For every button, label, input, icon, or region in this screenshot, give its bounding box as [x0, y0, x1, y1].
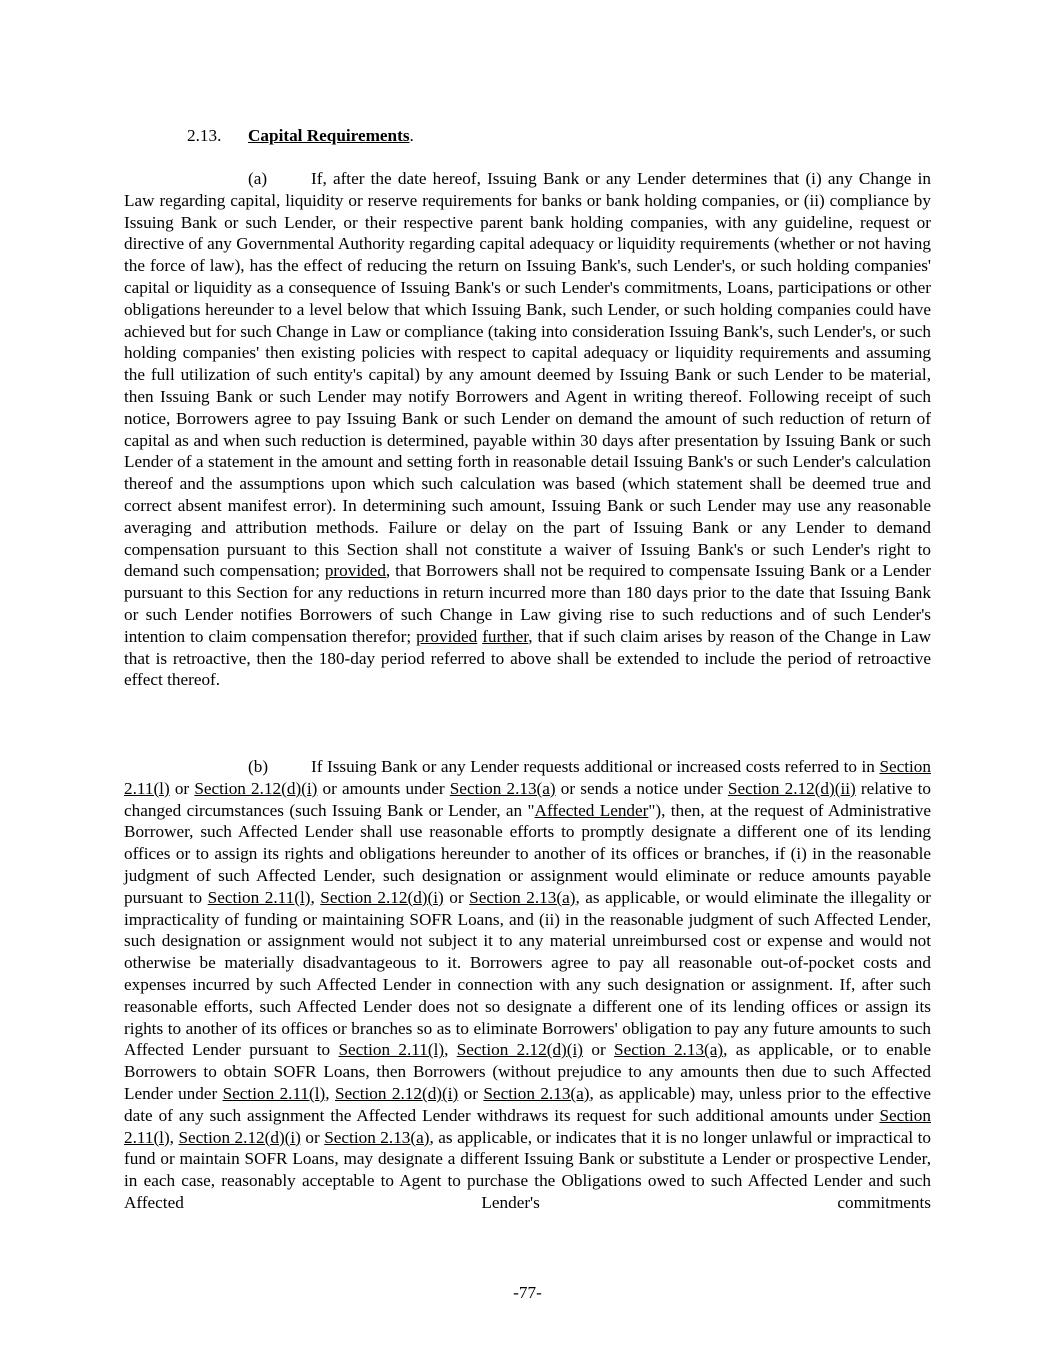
section-reference: Section 2.13(a)	[324, 1127, 430, 1147]
section-heading	[187, 126, 414, 146]
section-reference: Section 2.12(d)(i)	[178, 1127, 301, 1147]
section-reference: Section 2.11(l)	[124, 1105, 931, 1147]
defined-term-affected-lender: Affected Lender	[534, 800, 649, 820]
paragraph-b-text: ,	[325, 1083, 335, 1103]
paragraph-b-text: , as applicable) may, unless prior to the effective date of any such assignment the Affected Lender withdraws its request for such additional amounts under	[124, 1083, 931, 1125]
paragraph-b-text: ,	[169, 1127, 179, 1147]
paragraph-a-label: (a)	[248, 169, 268, 188]
section-reference: Section 2.11(l)	[207, 887, 311, 907]
section-number: 2.13.	[187, 126, 222, 145]
section-reference: Section 2.11(l)	[222, 1083, 326, 1103]
further-term: further	[482, 626, 529, 646]
section-reference: Section 2.12(d)(i)	[194, 778, 318, 798]
section-reference: Section 2.13(a)	[483, 1083, 590, 1103]
document-page	[124, 0, 931, 1365]
section-reference: Section 2.12(d)(ii)	[727, 778, 856, 798]
paragraph-b-text: or	[458, 1083, 484, 1103]
section-reference: Section 2.13(a)	[469, 887, 576, 907]
provided-term: provided	[324, 561, 386, 581]
section-reference: Section 2.13(a)	[614, 1040, 724, 1060]
section-reference: Section 2.13(a)	[449, 778, 556, 798]
paragraph-b-text: or	[300, 1127, 325, 1147]
paragraph-a-text-4: , that if such claim arises by reason of the Change in Law that is retroactive, then the 180-day period referred to above shall be extended to include the period of retroactive effect thereof.	[124, 626, 932, 690]
paragraph-b-text: or	[583, 1040, 615, 1060]
section-reference: Section 2.12(d)(i)	[320, 887, 444, 907]
paragraph-b-text: , as applicable, or indicates that it is no longer unlawful or impractical to fund or maintain SOFR Loans, may designate a different Issuing Bank or substitute a Lender or prospective Lender, in each case, reasonably acceptable to Agent to purchase the Obligations owed to such Affected Lender and such Affected Lender's commitments	[124, 1127, 931, 1212]
paragraph-b-text: , as applicable, or would eliminate the illegality or impracticality of funding or maintaining SOFR Loans, and (ii) in the reasonable judgment of such Affected Lender, such designation or assignment would not subject it to any material unreimbursed cost or expense and would not otherwise be materially disadvantageous to it. Borrowers agree to pay all reasonable out-of-pocket costs and expenses incurred by such Affected Lender in connection with any such designation or assignment. If, after such reasonable efforts, such Affected Lender does not so designate a different one of its lending offices or assign its rights to another of its offices or branches so as to eliminate Borrowers' obligation to pay any future amounts to such Affected Lender pursuant to	[124, 887, 932, 1060]
section-title: Capital Requirements	[248, 126, 410, 145]
paragraph-b-text: or amounts under	[317, 778, 450, 798]
paragraph-b-text: relative to changed circumstances (such Issuing Bank or Lender, an "	[124, 778, 931, 820]
paragraph-b-label: (b)	[248, 757, 269, 776]
paragraph-b-text: ,	[310, 887, 321, 907]
paragraph-b-text: If Issuing Bank or any Lender requests additional or increased costs referred to in	[311, 757, 880, 776]
section-title-period: .	[409, 126, 414, 145]
paragraph-a-text-2: , that Borrowers shall not be required to compensate Issuing Bank or a Lender pursuant to this Section for any reductions in return incurred more than 180 days prior to the date that Issuing Bank or such Lender notifies Borrowers of such Change in Law giving rise to such reductions and of such Lender's intention to claim compensation therefor;	[124, 561, 932, 646]
paragraph-b-text: "), then, at the request of Administrative Borrower, such Affected Lender shall use reasonable efforts to promptly designate a different one of its lending offices or to assign its rights and obligations hereunder to another of its offices or branches, if (i) in the reasonable judgment of such Affected Lender, such designation or assignment would eliminate or reduce amounts payable pursuant to	[124, 800, 931, 907]
paragraph-b-text: or	[443, 887, 470, 907]
paragraph-b-text: or	[169, 778, 195, 798]
section-reference: Section 2.11(l)	[338, 1040, 445, 1060]
page-number: -77-	[513, 1283, 542, 1302]
paragraph-b	[124, 756, 931, 1214]
paragraph-a	[124, 168, 931, 691]
section-reference: Section 2.11(l)	[124, 757, 931, 798]
section-reference: Section 2.12(d)(i)	[456, 1040, 583, 1060]
paragraph-b-text: , as applicable, or to enable Borrowers to obtain SOFR Loans, then Borrowers (without prejudice to any amounts then due to such Affected Lender under	[124, 1040, 931, 1103]
paragraph-b-text: ,	[444, 1040, 457, 1060]
paragraph-b-text: or sends a notice under	[555, 778, 728, 798]
paragraph-a-text-1: If, after the date hereof, Issuing Bank or any Lender determines that (i) any Change in Law regarding capital, liquidity or reserve requirements for banks or bank holding companies, or (ii) compliance by Issuing Bank or such Lender, or their respective parent bank holding companies, with any guideline, request or directive of any Governmental Authority regarding capital adequacy or liquidity requirements (whether or not having the force of law), has the effect of reducing the return on Issuing Bank's, such Lender's, or such holding companies' capital or liquidity as a consequence of Issuing Bank's or such Lender's commitments, Loans, participations or other obligations hereunder to a level below that which Issuing Bank, such Lender, or such holding companies could have achieved but for such Change in Law or compliance (taking into consideration Issuing Bank's, such Lender's, or such holding companies' then existing policies with respect to capital adequacy or liquidity requirements and assuming the full utilization of such entity's capital) by any amount deemed by Issuing Bank or such Lender to be material, then Issuing Bank or such Lender may notify Borrowers and Agent in writing thereof. Following receipt of such notice, Borrowers agree to pay Issuing Bank or such Lender on demand the amount of such reduction of return of capital as and when such reduction is determined, payable within 30 days after presentation by Issuing Bank or such Lender of a statement in the amount and setting forth in reasonable detail Issuing Bank's or such Lender's calculation thereof and the assumptions upon which such calculation was based (which statement shall be deemed true and correct absent manifest error). In determining such amount, Issuing Bank or such Lender may use any reasonable averaging and attribution methods. Failure or delay on the part of Issuing Bank or any Lender to demand compensation pursuant to this Section shall not constitute a waiver of Issuing Bank's or such Lender's right to demand such compensation;	[124, 169, 931, 581]
provided-term: provided	[416, 626, 478, 646]
section-reference: Section 2.12(d)(i)	[334, 1083, 459, 1103]
